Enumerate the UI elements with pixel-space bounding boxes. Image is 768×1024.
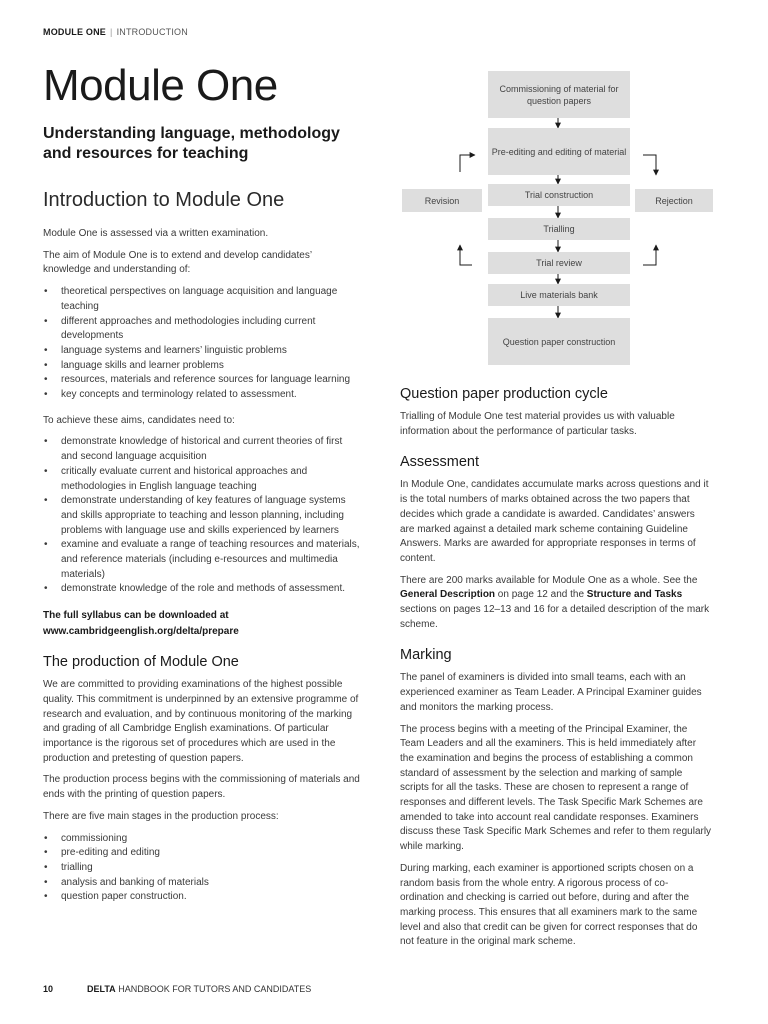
production-heading: The production of Module One xyxy=(43,654,239,671)
arrow-up xyxy=(460,245,472,265)
list-item: • examine and evaluate a range of teaching resources and materials, and reference materials (including e-resources and multimedia materials) xyxy=(43,538,361,582)
header-separator: | xyxy=(110,27,113,37)
production-paragraph-1: We are committed to providing examinations of the highest possible quality. This commitment is underpinned by an extensive programme of research and evaluation, and by continuous monitoring of the marking and grading of all Cambridge English examinations. Of particular importance is the rigorous set of procedures which are used in the production and pretesting of question papers. xyxy=(43,679,359,764)
achieve-list xyxy=(43,435,361,597)
flow-box-commissioning: Commissioning of material for question papers xyxy=(488,71,630,118)
page-subtitle: Understanding language, methodology and resources for teaching xyxy=(43,125,340,162)
arrow-down xyxy=(643,155,656,175)
assessment-paragraph-1: In Module One, candidates accumulate marks across questions and it is the total numbers of marks obtained across the two papers that decides which grade a candidate is awarded. Candidates’ answers are marked against a detailed mark scheme containing Guideline Answers. Marks are awarded for appropriate responses in terms of content. xyxy=(400,479,709,564)
flow-box-rejection: Rejection xyxy=(635,189,713,212)
aims-list xyxy=(43,285,361,403)
list-item: • pre-editing and editing xyxy=(43,846,361,861)
list-item: • language systems and learners’ linguistic problems xyxy=(43,344,361,359)
arrow-up xyxy=(643,245,656,265)
list-item: • demonstrate understanding of key features of language systems and skills appropriate to teaching and lesson planning, including problems with language use and skills experienced by learners xyxy=(43,494,361,538)
list-item: • language skills and learner problems xyxy=(43,359,361,374)
list-item: • analysis and banking of materials xyxy=(43,876,361,891)
flow-box-trialling: Trialling xyxy=(488,218,630,240)
flow-box-revision: Revision xyxy=(402,189,482,212)
production-paragraph-3: There are five main stages in the production process: xyxy=(43,810,279,822)
assessment-text: There are 200 marks available for Module One as a whole. See the xyxy=(400,574,698,586)
list-item: • different approaches and methodologies including current developments xyxy=(43,315,361,344)
list-item: • resources, materials and reference sources for language learning xyxy=(43,373,361,388)
assessment-paragraph-2 xyxy=(400,574,712,633)
assessment-text: sections on pages 12–13 and 16 for a detailed description of the mark scheme. xyxy=(400,604,710,630)
list-item: • question paper construction. xyxy=(43,890,361,905)
assessment-heading: Assessment xyxy=(400,454,479,471)
flow-box-trial-construction: Trial construction xyxy=(488,184,630,206)
marking-paragraph-2: The process begins with a meeting of the Principal Examiner, the Team Leaders and all the examiners. This is held immediately after the examination and begins the process of establishing a common standard of assessment by the selection and marking of sample scripts for all the tasks. These are chosen to represent a range of responses and different levels. The Task Specific Mark Schemes are amended to take into account real candidate responses. Examiners discuss these Task Specific Mark Schemes and refer to them regularly while marking. xyxy=(400,723,712,853)
intro-heading: Introduction to Module One xyxy=(43,189,285,211)
list-item: • commissioning xyxy=(43,832,361,847)
list-item: • critically evaluate current and historical approaches and methodologies in English language teaching xyxy=(43,465,361,494)
marking-paragraph-3: During marking, each examiner is apportioned scripts chosen on a random basis from the whole entry. A rigorous process of co-ordination and checking is carried out before, during and after the marking process. This ensures that all examiners mark to the same level and also that credit can be given for correct responses that do not feature in the original mark scheme. xyxy=(400,862,698,948)
flow-box-pre-editing: Pre-editing and editing of material xyxy=(488,128,630,175)
flow-box-trial-review: Trial review xyxy=(488,252,630,274)
production-cycle-flowchart xyxy=(400,70,714,370)
list-item: • trialling xyxy=(43,861,361,876)
stages-list xyxy=(43,832,361,906)
cycle-paragraph: Trialling of Module One test material provides us with valuable information about the performance of particular tasks. xyxy=(400,411,675,437)
list-item: • theoretical perspectives on language acquisition and language teaching xyxy=(43,285,361,314)
list-item: • demonstrate knowledge of the role and methods of assessment. xyxy=(43,582,361,597)
page-number: 10 xyxy=(43,984,54,994)
intro-paragraph-1: Module One is assessed via a written examination. xyxy=(43,228,269,239)
production-paragraph-2: The production process begins with the commissioning of materials and ends with the printing of question papers. xyxy=(43,774,360,801)
list-item: • key concepts and terminology related to assessment. xyxy=(43,388,361,403)
header-module: MODULE ONE xyxy=(43,27,107,37)
marking-paragraph-1: The panel of examiners is divided into small teams, each with an experienced examiner as Team Leader. A Principal Examiner guides and monitors the marking process. xyxy=(400,672,702,713)
intro-paragraph-2: The aim of Module One is to extend and develop candidates’ knowledge and understanding of: xyxy=(43,249,312,276)
flow-box-question-paper-construction: Question paper construction xyxy=(488,318,630,365)
arrow-right xyxy=(460,155,475,172)
footer-brand: DELTA xyxy=(87,984,116,994)
flow-box-live-materials-bank: Live materials bank xyxy=(488,284,630,306)
left-column xyxy=(43,60,361,916)
marking-heading: Marking xyxy=(400,647,452,664)
cycle-heading: Question paper production cycle xyxy=(400,386,608,402)
syllabus-link[interactable]: www.cambridgeenglish.org/delta/prepare xyxy=(43,626,239,638)
running-header xyxy=(43,27,188,37)
assessment-text: on page 12 and the xyxy=(495,589,587,601)
structure-tasks-ref: Structure and Tasks xyxy=(586,589,683,601)
achieve-intro: To achieve these aims, candidates need to: xyxy=(43,414,235,426)
syllabus-note: The full syllabus can be downloaded at xyxy=(43,610,229,622)
right-column xyxy=(400,384,712,957)
page-title: Module One xyxy=(43,61,278,110)
footer-text: HANDBOOK FOR TUTORS AND CANDIDATES xyxy=(115,984,312,994)
header-section: INTRODUCTION xyxy=(116,27,188,37)
general-description-ref: General Description xyxy=(400,589,496,601)
list-item: • demonstrate knowledge of historical and current theories of first and second language acquisition xyxy=(43,435,361,464)
page-footer xyxy=(43,984,311,994)
